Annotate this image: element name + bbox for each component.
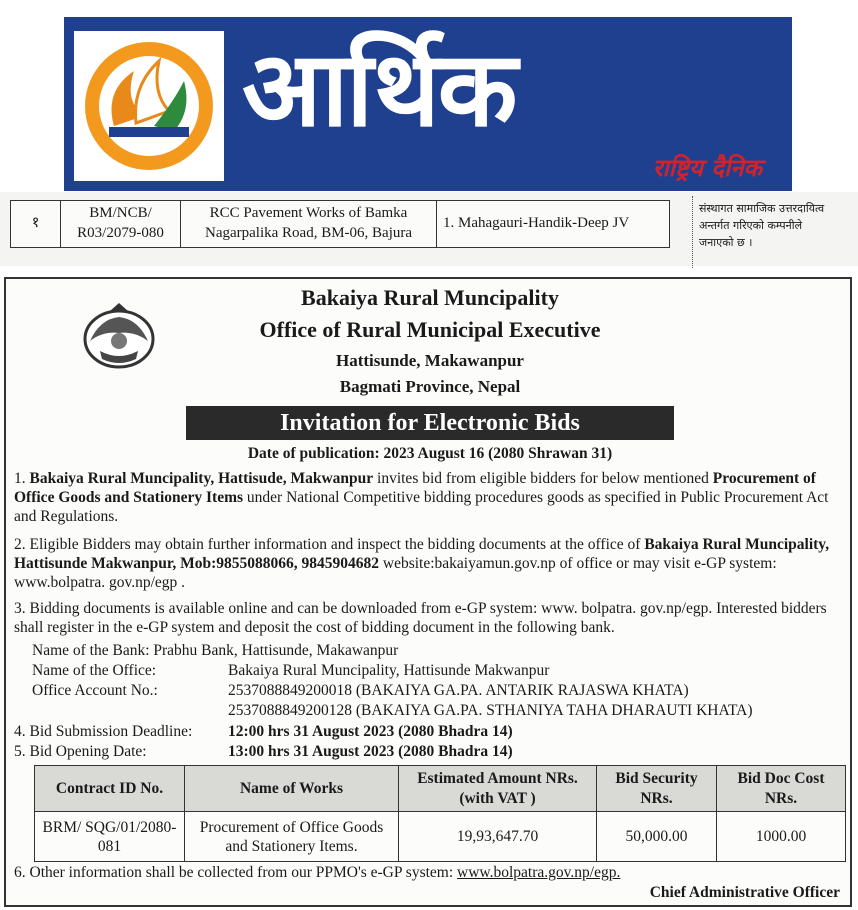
item-number: 1. <box>14 470 26 487</box>
item-number: 2. <box>14 536 26 553</box>
municipality-name: Bakaiya Rural Muncipality <box>301 285 559 310</box>
opening-date: 13:00 hrs 31 August 2023 (2080 Bhadra 14) <box>228 743 513 760</box>
submission-deadline: 12:00 hrs 31 August 2023 (2080 Bhadra 14) <box>228 723 513 740</box>
bid-table <box>34 765 846 862</box>
paragraph-2 <box>14 535 846 593</box>
submission-label: 4. Bid Submission Deadline: <box>14 723 193 740</box>
bid-notice <box>4 277 852 907</box>
paragraph-3 <box>14 599 846 637</box>
table-cell <box>181 201 437 247</box>
office-name: Office of Rural Municipal Executive <box>259 317 601 342</box>
body-text: invites bid from eligible bidders for below mentioned <box>373 470 713 487</box>
column-header: Bid Doc Cost NRs. <box>717 766 846 812</box>
notice-title: Invitation for Electronic Bids <box>186 406 674 440</box>
account-number-2: 2537088849200128 (BAKAIYA GA.PA. STHANIYA TAHA DHARAUTI KHATA) <box>228 702 753 719</box>
body-text: website:bakaiyamun.gov.np of office or may visit e-GP system: www.bolpatra. gov.np/egp . <box>14 555 777 592</box>
table-cell: 50,000.00 <box>597 812 717 862</box>
signature: Chief Administrative Officer <box>649 884 840 901</box>
table-cell: 1. Mahagauri-Handik-Deep JV <box>443 215 630 231</box>
body-text: under National Competitive bidding procedures goods as specified in Public Procurement Act and Regulations. <box>14 489 829 526</box>
previous-notice-note <box>692 196 852 268</box>
office-value: Bakaiya Rural Muncipality, Hattisunde Makwanpur <box>228 662 550 679</box>
column-header: Estimated Amount NRs.(with VAT ) <box>399 766 597 812</box>
body-text: 6. Other information shall be collected from our PPMO's e-GP system: <box>14 864 458 881</box>
newspaper-title: आर्थिक <box>242 28 516 150</box>
bold-text: Bakaiya Rural Muncipality, Hattisude, Makwanpur <box>29 470 374 487</box>
bank-name: Name of the Bank: Prabhu Bank, Hattisunde, Makawanpur <box>32 642 399 659</box>
paragraph-1 <box>14 469 846 527</box>
table-cell: १ <box>11 201 61 247</box>
bold-text: Bakaiya Rural Muncipality, Hattisunde Makwanpur, Mob:9855088066, 9845904682 <box>14 536 830 573</box>
note-line: अन्तर्गत गरिएको कम्पनीले <box>699 219 803 232</box>
table-cell: BRM/ SQG/01/2080-081 <box>35 812 185 862</box>
cell-line: R03/2079-080 <box>77 225 164 241</box>
flame-logo-icon <box>74 31 224 181</box>
table-row <box>35 812 846 862</box>
newspaper-masthead <box>64 17 792 191</box>
note-line: संस्थागत सामाजिक उत्तरदायित्व <box>699 202 825 215</box>
table-cell <box>61 201 181 247</box>
cell-line: BM/NCB/ <box>89 205 152 221</box>
opening-label: 5. Bid Opening Date: <box>14 743 147 760</box>
note-line: जनाएको छ । <box>699 236 753 249</box>
cell-line: Nagarpalika Road, BM-06, Bajura <box>204 225 413 241</box>
column-header: Bid Security NRs. <box>597 766 717 812</box>
previous-notice-table <box>10 200 670 248</box>
paragraph-6 <box>14 863 620 882</box>
office-location: Hattisunde, Makawanpur <box>336 351 524 370</box>
office-province: Bagmati Province, Nepal <box>339 377 521 396</box>
publication-date: Date of publication: 2023 August 16 (2080 Shrawan 31) <box>247 445 613 462</box>
table-cell: Procurement of Office Goods and Stationery Items. <box>185 812 399 862</box>
column-header: Name of Works <box>185 766 399 812</box>
account-number-1: 2537088849200018 (BAKAIYA GA.PA. ANTARIK RAJASWA KHATA) <box>228 682 689 699</box>
office-label: Name of the Office: <box>32 662 157 679</box>
cell-line: RCC Pavement Works of Bamka <box>209 205 408 221</box>
item-number: 3. <box>14 600 26 617</box>
bold-text: Procurement of Office Goods and Stationery Items <box>14 470 816 507</box>
body-text: Eligible Bidders may obtain further information and inspect the bidding documents at the office of <box>29 536 645 553</box>
table-header-row <box>35 766 846 812</box>
newspaper-tagline: राष्ट्रिय दैनिक <box>652 154 762 182</box>
egp-link[interactable]: www.bolpatra.gov.np/egp. <box>457 864 621 881</box>
table-cell: 19,93,647.70 <box>399 812 597 862</box>
body-text: Bidding documents is available online and can be downloaded from e-GP system: www. bolpatra. gov.np/egp. Interested bidders shall register in the e-GP system and deposit the cost of bidding document in the following bank. <box>14 600 827 637</box>
table-cell: 1000.00 <box>717 812 846 862</box>
newspaper-logo <box>74 31 224 181</box>
column-header: Contract ID No. <box>35 766 185 812</box>
account-label: Office Account No.: <box>32 682 158 699</box>
